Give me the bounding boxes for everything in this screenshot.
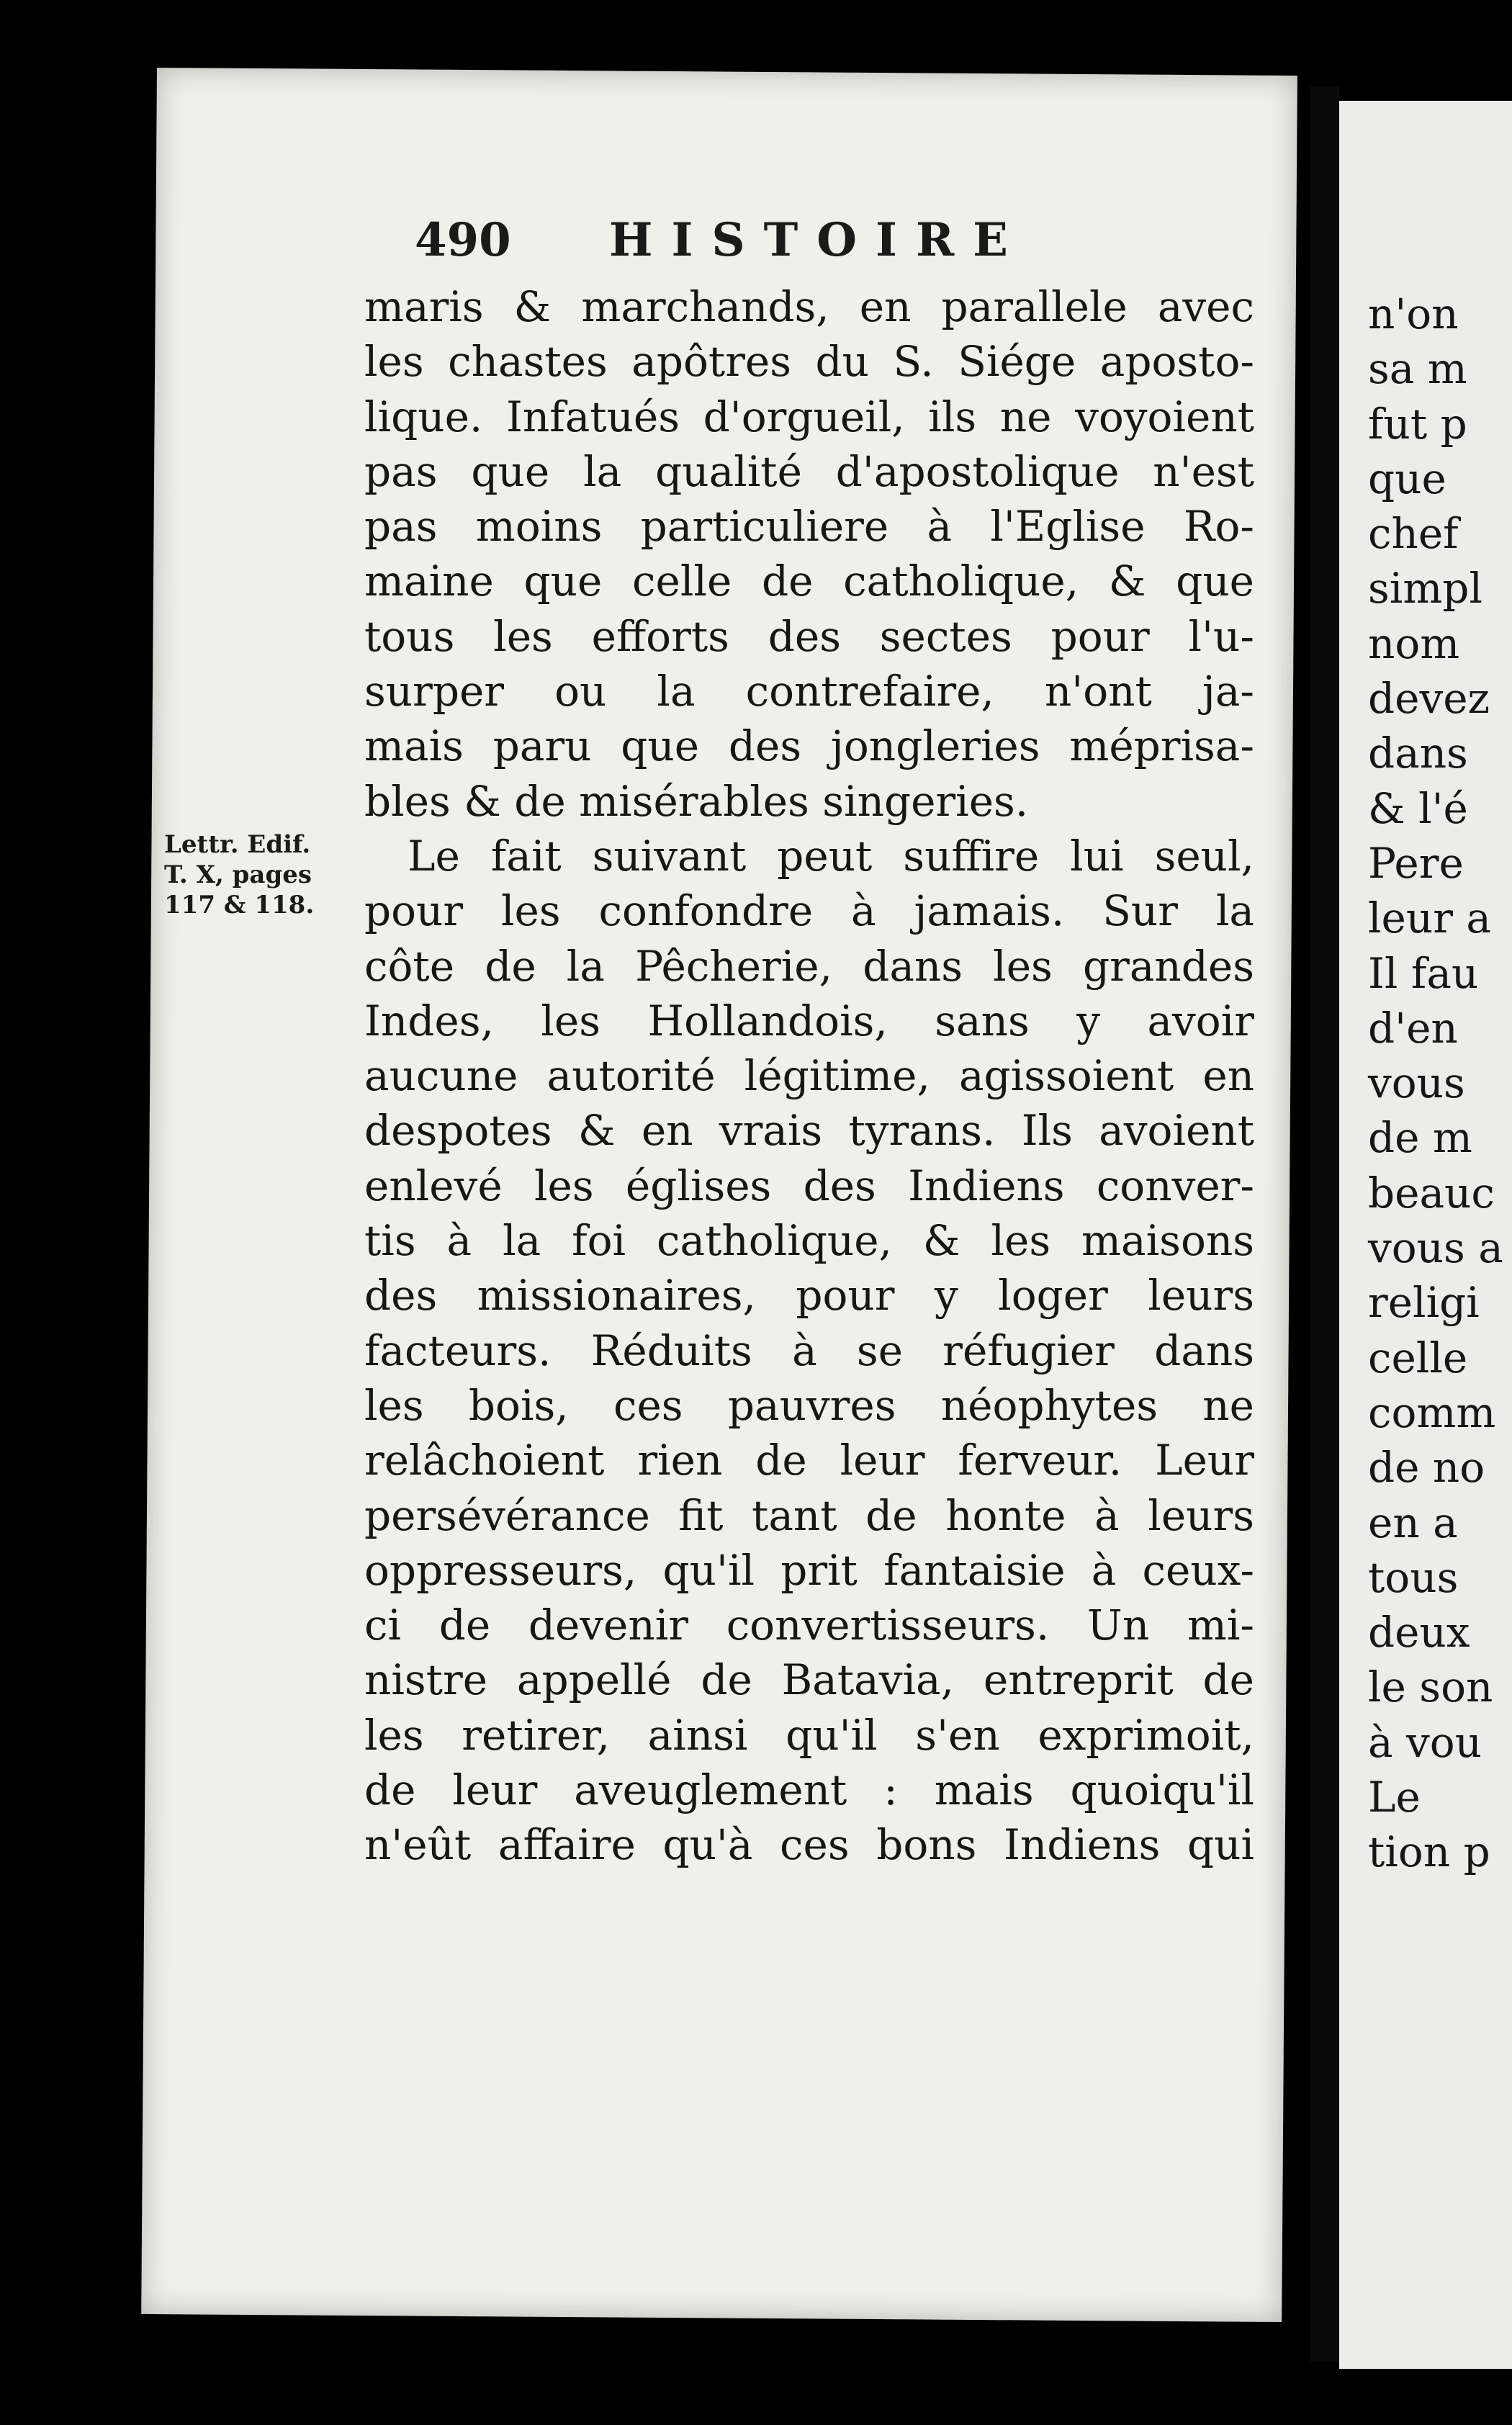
right-text-fragment: & l'é (1368, 783, 1468, 833)
running-title: HISTOIRE (609, 213, 1027, 267)
right-text-fragment: simpl (1368, 564, 1482, 613)
right-text-fragment: sa m (1368, 344, 1467, 394)
right-text-fragment: celle (1368, 1333, 1468, 1382)
right-text-fragment: dans (1368, 729, 1468, 778)
right-text-fragment: beauc (1368, 1168, 1495, 1218)
text-line: les chastes apôtres du S. Siége aposto- (364, 337, 1254, 387)
text-line: mais paru que des jongleries méprisa- (364, 721, 1254, 771)
text-line: côte de la Pêcherie, dans les grandes (364, 941, 1254, 991)
text-line: maris & marchands, en parallele avec (364, 282, 1254, 331)
right-text-fragment: tous (1368, 1552, 1459, 1602)
right-text-fragment: religi (1368, 1278, 1480, 1328)
page-header (415, 213, 1063, 278)
margin-note-line: 117 & 118. (164, 891, 315, 919)
text-line: persévérance fit tant de honte à leurs (364, 1490, 1254, 1540)
right-text-fragment: chef (1368, 509, 1459, 559)
text-line: tis à la foi catholique, & les maisons (364, 1216, 1254, 1266)
text-line: les bois, ces pauvres néophytes ne (364, 1380, 1254, 1430)
text-line: Le fait suivant peut suffire lui seul, (408, 831, 1254, 881)
right-text-fragment: vous a (1368, 1223, 1503, 1273)
text-line: bles & de misérables singeries. (364, 776, 1029, 826)
text-line: pas moins particuliere à l'Eglise Ro- (364, 502, 1254, 552)
right-text-fragment: que (1368, 454, 1446, 503)
text-line: relâchoient rien de leur ferveur. Leur (364, 1436, 1254, 1485)
page-gutter-shadow (1310, 86, 1339, 2362)
right-text-fragment: le son (1368, 1663, 1493, 1712)
main-text-block (364, 279, 1254, 1873)
right-text-fragment: de no (1368, 1443, 1485, 1493)
margin-note (164, 829, 380, 920)
right-text-fragment: en a (1368, 1498, 1458, 1547)
right-text-fragment: n'on (1368, 289, 1459, 338)
text-line: tous les efforts des sectes pour l'u- (364, 611, 1254, 661)
right-text-fragment: à vou (1368, 1717, 1482, 1767)
page-number: 490 (415, 213, 511, 267)
text-line: lique. Infatués d'orgueil, ils ne voyoient (364, 392, 1254, 441)
text-line: pour les confondre à jamais. Sur la (364, 886, 1254, 936)
text-line: ci de devenir convertisseurs. Un mi- (364, 1601, 1254, 1650)
text-line: facteurs. Réduits à se réfugier dans (364, 1326, 1254, 1375)
right-text-fragment: devez (1368, 674, 1490, 724)
right-text-fragment: vous (1368, 1058, 1465, 1108)
text-line: oppresseurs, qu'il prit fantaisie à ceux- (364, 1545, 1254, 1595)
text-line: despotes & en vrais tyrans. Ils avoient (364, 1106, 1254, 1156)
text-line: des missionaires, pour y loger leurs (364, 1271, 1254, 1321)
right-text-fragment: nom (1368, 618, 1460, 668)
text-line: nistre appellé de Batavia, entreprit de (364, 1655, 1254, 1705)
text-line: de leur aveuglement : mais quoiqu'il (364, 1765, 1254, 1815)
right-text-fragment: leur a (1368, 894, 1491, 943)
right-text-fragment: fut p (1368, 399, 1467, 449)
right-text-fragment: Le (1368, 1773, 1421, 1822)
right-text-fragment: Il fau (1368, 948, 1479, 998)
right-text-fragment: comm (1368, 1387, 1496, 1437)
text-line: maine que celle de catholique, & que (364, 557, 1254, 606)
right-page-text (1368, 287, 1503, 1880)
right-text-fragment: de m (1368, 1113, 1472, 1163)
text-line: les retirer, ainsi qu'il s'en exprimoit, (364, 1710, 1254, 1760)
text-line: n'eût affaire qu'à ces bons Indiens qui (364, 1820, 1254, 1870)
margin-note-line: Lettr. Edif. (164, 830, 311, 859)
right-text-fragment: deux (1368, 1608, 1470, 1657)
text-line: pas que la qualité d'apostolique n'est (364, 446, 1254, 496)
text-line: Indes, les Hollandois, sans y avoir (364, 996, 1254, 1045)
right-text-fragment: tion p (1368, 1827, 1490, 1877)
right-text-fragment: Pere (1368, 838, 1464, 888)
right-text-fragment: d'en (1368, 1003, 1458, 1053)
margin-note-line: T. X, pages (164, 860, 312, 889)
text-line: surper ou la contrefaire, n'ont ja- (364, 667, 1254, 716)
text-line: enlevé les églises des Indiens conver- (364, 1161, 1254, 1210)
text-line: aucune autorité légitime, agissoient en (364, 1051, 1254, 1101)
